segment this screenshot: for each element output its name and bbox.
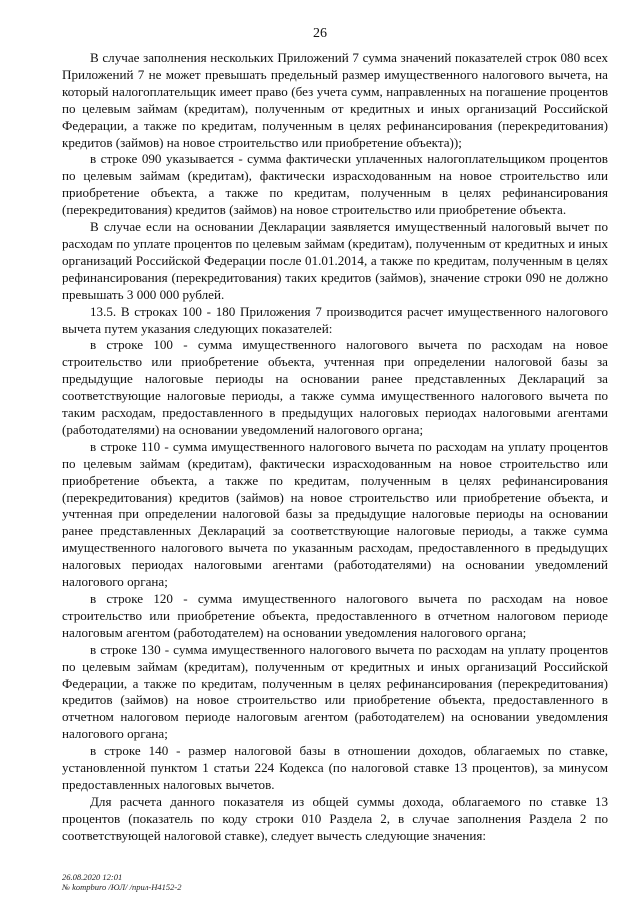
- file-path: № kompburo /ЮЛ/ /прил-Н4152-2: [62, 882, 182, 892]
- print-footer: [62, 872, 181, 892]
- paragraph: 13.5. В строках 100 - 180 Приложения 7 производится расчет имущественного налогового вычета путем указания следующих показателей:: [62, 303, 608, 336]
- paragraph: в строке 100 - сумма имущественного налогового вычета по расходам на новое строительство или приобретение объекта, учтенная при определении налоговой базы за предыдущие налоговые периоды на основании ранее представленных Деклараций за соответствующие налоговые периоды, а также сумма имущественного налогового вычета по таким расходам, предоставленного в предыдущих налоговых периодах налоговыми агентами (работодателями) на основании уведомлений налогового органа;: [62, 337, 608, 437]
- paragraph: Для расчета данного показателя из общей суммы дохода, облагаемого по ставке 13 процентов (показатель по коду строки 010 Раздела 2, в случае заполнения Раздела 2 по соответствующей налоговой ставке), следует вычесть следующие значения:: [62, 793, 608, 843]
- paragraph: в строке 090 указывается - сумма фактически уплаченных налогоплательщиком процентов по целевым займам (кредитам), фактически израсходованным на новое строительство или приобретение объекта, а также по кредитам, полученным в целях рефинансирования (перекредитования) кредитов (займов) на новое строительство или приобретение объекта.: [62, 151, 608, 218]
- paragraph: в строке 120 - сумма имущественного налогового вычета по расходам на новое строительство или приобретение объекта, предоставленного в отчетном налоговом периоде налоговым агентом (работодателем) на основании уведомления налогового органа;: [62, 591, 608, 640]
- paragraph: в строке 130 - сумма имущественного налогового вычета по расходам на уплату процентов по целевым займам (кредитам), полученным от кредитных и иных организаций Российской Федерации, а также по кредитам, полученным в целях рефинансирования (перекредитования) кредитов (займов) на новое строительство или приобретение объекта, предоставленного в отчетном налоговом периоде налоговым агентом (работодателем) на основании уведомления налогового органа;: [62, 641, 608, 742]
- paragraph: В случае если на основании Декларации заявляется имущественный налоговый вычет по расходам по уплате процентов по целевым займам (кредитам), полученным от кредитных и иных организаций Российской Федерации после 01.01.2014, а также по кредитам, полученным в целях рефинансирования (перекредитования) таких кредитов (займов), значение строки 090 не должно превышать 3 000 000 рублей.: [62, 219, 608, 302]
- document-body: [62, 50, 608, 845]
- paragraph: В случае заполнения нескольких Приложений 7 сумма значений показателей строк 080 всех Приложений 7 не может превышать предельный размер имущественного налогового вычета, на который налогоплательщик имеет право (без учета сумм, направленных на погашение процентов по целевым займам (кредитам), полученным от кредитных и иных организаций Российской Федерации, а также по кредитам, полученным в целях рефинансирования (перекредитования) кредитов (займов) на новое строительство или приобретение объекта));: [62, 50, 608, 150]
- page-number: 26: [313, 26, 327, 41]
- paragraph: в строке 110 - сумма имущественного налогового вычета по расходам на уплату процентов по целевым займам (кредитам), фактически израсходованным на новое строительство или приобретение объекта, а также по кредитам, полученным в целях рефинансирования (перекредитования) кредитов (займов) на новое строительство или приобретение объекта, и учтенная при определении налоговой базы за предыдущие налоговые периоды на основании ранее представленных Деклараций за соответствующие налоговые периоды, а также сумма имущественного налогового вычета по указанным расходам, предоставленного в предыдущих налоговых периодах налоговыми агентами (работодателями) на основании уведомлений налогового органа;: [62, 438, 608, 590]
- paragraph: в строке 140 - размер налоговой базы в отношении доходов, облагаемых по ставке, установленной пунктом 1 статьи 224 Кодекса (по налоговой ставке 13 процентов), за минусом предоставленных налоговых вычетов.: [62, 743, 608, 792]
- print-date: 26.08.2020 12:01: [62, 872, 123, 882]
